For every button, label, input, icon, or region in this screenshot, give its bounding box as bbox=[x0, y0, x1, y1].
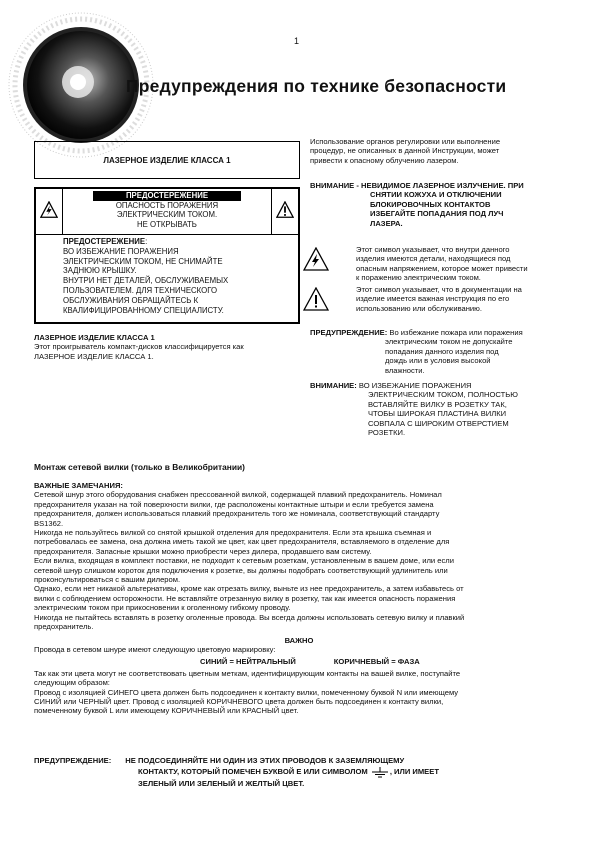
final-line: ЗЕЛЕНЫЙ ИЛИ ЗЕЛЕНЫЙ И ЖЕЛТЫЙ ЦВЕТ. bbox=[138, 778, 305, 788]
intro-line: Использование органов регулировки или выполнение bbox=[310, 137, 501, 146]
page-number: 1 bbox=[294, 36, 300, 46]
symbol2-line: изделие имеется важная инструкция по его bbox=[356, 294, 510, 304]
warning-body-line: ЭЛЕКТРИЧЕСКИМ ТОКОМ, НЕ СНИМАЙТЕ bbox=[63, 256, 223, 266]
uk-line: электрическим током при прикосновении к оголенному гибкому проводу. bbox=[34, 603, 291, 613]
caution-line: дождь или в условия высокой bbox=[385, 356, 491, 366]
after-line: Так как эти цвета могут не соответствовать цветным меткам, идентифицирующим контакты на вашей вилке, поступайте bbox=[34, 668, 461, 678]
attention-plug-paragraph bbox=[310, 381, 572, 437]
attention-line: БЛОКИРОВОЧНЫХ КОНТАКТОВ bbox=[370, 199, 491, 209]
final-warning bbox=[34, 755, 564, 789]
attention-laser bbox=[310, 181, 570, 228]
ground-symbol-icon bbox=[370, 767, 390, 778]
uk-line: предохранитель. bbox=[34, 622, 94, 632]
uk-line: предохранителя. Запасные крышки можно приобрести через дилера, продавшего вам систему. bbox=[34, 546, 372, 556]
warning-body-line: ВНУТРИ НЕТ ДЕТАЛЕЙ, ОБСЛУЖИВАЕМЫХ bbox=[63, 276, 229, 286]
warning-left-cell bbox=[36, 189, 63, 235]
uk-line: Сетевой шнур этого оборудования снабжен прессованной вилкой, содержащей плавкий предохранитель. Номинал bbox=[34, 490, 442, 500]
warning-body-heading: ПРЕДОСТЕРЕЖЕНИЕ bbox=[63, 237, 146, 246]
laser-class-heading: ЛАЗЕРНОЕ ИЗДЕЛИЕ КЛАССА 1 bbox=[34, 333, 155, 342]
attention-line: СНЯТИИ КОЖУХА И ОТКЛЮЧЕНИИ bbox=[370, 190, 502, 200]
color-coding bbox=[34, 657, 564, 666]
after-line: Провод с изоляцией СИНЕГО цвета должен быть подсоединен к контакту вилки, помеченному буквой N или имеющему bbox=[34, 687, 459, 697]
uk-line: Однако, если нет никакой альтернативы, кроме как отрезать вилку, выньте из нее предохранитель, а затем избавьтесь от bbox=[34, 584, 464, 594]
attention-line: ИЗБЕГАЙТЕ ПОПАДАНИЯ ПОД ЛУЧ bbox=[370, 209, 504, 219]
warning-line: ОПАСНОСТЬ ПОРАЖЕНИЯ bbox=[115, 200, 219, 210]
caution-line: попадания данного изделия под bbox=[385, 346, 499, 356]
attention-line: ЛАЗЕРА. bbox=[370, 218, 403, 228]
uk-line: BS1362. bbox=[34, 518, 64, 528]
laser-class-line: ЛАЗЕРНОЕ ИЗДЕЛИЕ КЛАССА 1. bbox=[34, 351, 154, 361]
caution-paragraph bbox=[310, 328, 572, 375]
lightning-warning-icon bbox=[40, 201, 58, 219]
attention2-line: РОЗЕТКИ. bbox=[368, 428, 406, 438]
attention-label: ВНИМАНИЕ - bbox=[310, 181, 359, 190]
warning-body-colon: : bbox=[145, 237, 148, 246]
warning-body-line: ОБСЛУЖИВАНИЯ ОБРАЩАЙТЕСЬ К bbox=[63, 295, 199, 305]
intro-paragraph bbox=[310, 137, 500, 165]
warning-body-line: ПОЛЬЗОВАТЕЛЕМ. ДЛЯ ТЕХНИЧЕСКОГО bbox=[63, 285, 218, 295]
laser-class-section bbox=[34, 333, 244, 361]
brown-live: КОРИЧНЕВЫЙ = ФАЗА bbox=[333, 657, 420, 667]
warning-body-line: ВО ИЗБЕЖАНИЕ ПОРАЖЕНИЯ bbox=[63, 246, 179, 256]
attention2-line: ЧТОБЫ ШИРОКАЯ ПЛАСТИНА ВИЛКИ bbox=[368, 409, 507, 419]
exclamation-symbol-icon bbox=[303, 287, 329, 311]
attention2-first: ВО ИЗБЕЖАНИЕ ПОРАЖЕНИЯ bbox=[358, 381, 472, 390]
after-line: помеченному буквой L или имеющему КОРИЧНЕВЫЙ или КРАСНЫЙ цвет. bbox=[34, 706, 299, 716]
symbol1-line: к поражению электрическим током. bbox=[356, 273, 481, 283]
uk-line: Если вилка, входящая в комплект поставки, не подходит к сетевым розеткам, установленным в вашем доме, или если bbox=[34, 556, 454, 566]
attention2-line: ВСТАВЛЯЙТЕ ВИЛКУ В РОЗЕТКУ ТАК, bbox=[368, 399, 507, 409]
uk-line: Никогда не пользуйтесь вилкой со снятой крышкой отделения для предохранителя. Если эта крышка съемная и bbox=[34, 528, 432, 538]
final-warning-label: ПРЕДУПРЕЖДЕНИЕ: bbox=[34, 756, 112, 765]
intro-line: процедур, не описанных в данной Инструкции, может bbox=[310, 146, 500, 156]
warning-body bbox=[63, 237, 294, 315]
warning-body-line: ЗАДНЮЮ КРЫШКУ. bbox=[63, 266, 137, 276]
uk-line: сетевой шнур слишком короток для подключения к розетке, вы должны подобрать соответствующий удлинитель или bbox=[34, 565, 448, 575]
uk-line: потребовалась ее замена, она должна иметь такой же цвет, как цвет предохранителя, вставляемого в отделение для bbox=[34, 537, 450, 547]
uk-line: предохранителя, должен использоваться плавкий предохранитель того же номинала, соответствующий стандарту bbox=[34, 509, 440, 519]
lightning-symbol-icon bbox=[303, 247, 329, 271]
warning-body-line: КВАЛИФИЦИРОВАННОМУ СПЕЦИАЛИСТУ. bbox=[63, 305, 224, 315]
laser-class-box: ЛАЗЕРНОЕ ИЗДЕЛИЕ КЛАССА 1 bbox=[34, 141, 300, 179]
uk-line: Никогда не пытайтесь вставлять в розетку оголенные провода. Вы всегда должны использовать сетевую вилку и плавкий bbox=[34, 612, 465, 622]
blue-neutral: СИНИЙ = НЕЙТРАЛЬНЫЙ bbox=[200, 657, 296, 667]
attention-first: НЕВИДИМОЕ ЛАЗЕРНОЕ ИЗЛУЧЕНИЕ. ПРИ bbox=[361, 181, 524, 190]
warning-line: ЭЛЕКТРИЧЕСКИМ ТОКОМ. bbox=[116, 210, 218, 220]
symbol1-paragraph bbox=[356, 245, 528, 283]
important-heading: ВАЖНО bbox=[284, 635, 314, 645]
final-line: КОНТАКТУ, КОТОРЫЙ ПОМЕЧЕН БУКВОЙ Е ИЛИ СИМВОЛОМ bbox=[138, 767, 368, 776]
symbol1-line: изделия имеются детали, находящиеся под bbox=[356, 254, 511, 264]
uk-plug-title: Монтаж сетевой вилки (только в Великобритании) bbox=[34, 462, 245, 472]
warning-heading: ПРЕДОСТЕРЕЖЕНИЕ bbox=[93, 191, 241, 201]
symbol2-line: Этот символ указывает, что в документации на bbox=[356, 285, 522, 294]
warning-heading-cell bbox=[63, 189, 271, 235]
uk-line: проконсультироваться с вашим дилером. bbox=[34, 575, 181, 585]
uk-line: предохранителя указан на той поверхности вилки, где расположены контактные штыри и если требуется замена bbox=[34, 499, 434, 509]
color-intro: Провода в сетевом шнуре имеют следующую цветовую маркировку: bbox=[34, 644, 276, 654]
attention2-line: ЭЛЕКТРИЧЕСКИМ ТОКОМ, ПОЛНОСТЬЮ bbox=[368, 390, 518, 400]
page-title: Предупреждения по технике безопасности bbox=[126, 76, 507, 96]
warning-box bbox=[34, 187, 300, 324]
intro-line: привести к опасному облучению лазером. bbox=[310, 155, 459, 165]
after-line: следующим образом: bbox=[34, 678, 110, 688]
symbol1-line: опасным напряжением, которое может привести bbox=[356, 263, 528, 273]
after-line: СИНИЙ или ЧЕРНЫЙ цвет. Провод с изоляцией КОРИЧНЕВОГО цвета должен быть подсоединен к контакту вилки, bbox=[34, 696, 444, 706]
warning-line: НЕ ОТКРЫВАТЬ bbox=[137, 219, 197, 229]
final-line: НЕ ПОДСОЕДИНЯЙТЕ НИ ОДИН ИЗ ЭТИХ ПРОВОДОВ К ЗАЗЕМЛЯЮЩЕМУ bbox=[125, 756, 405, 765]
caution-line: электрическим током не допускайте bbox=[385, 337, 513, 347]
uk-plug-body bbox=[34, 481, 564, 716]
final-line: , ИЛИ ИМЕЕТ bbox=[389, 767, 439, 776]
symbol2-line: использованию или обслуживанию. bbox=[356, 303, 482, 313]
symbol1-line: Этот символ указывает, что внутри данного bbox=[356, 245, 510, 254]
symbol2-paragraph bbox=[356, 285, 522, 313]
warning-right-cell bbox=[271, 189, 298, 235]
uk-line: вилки с соблюдением осторожности. Не вставляйте отрезанную вилку в розетку, так как имеется опасность поражения bbox=[34, 593, 456, 603]
caution-first: Во избежание пожара или поражения bbox=[389, 328, 523, 337]
important-notes-heading: ВАЖНЫЕ ЗАМЕЧАНИЯ: bbox=[34, 481, 123, 490]
attention2-label: ВНИМАНИЕ: bbox=[310, 381, 357, 390]
caution-line: влажности. bbox=[385, 365, 425, 375]
exclamation-warning-icon bbox=[276, 201, 294, 219]
laser-class-line: Этот проигрыватель компакт-дисков классифицируется как bbox=[34, 342, 244, 352]
attention2-line: СОВПАЛА С ШИРОКИМ ОТВЕРСТИЕМ bbox=[368, 418, 509, 428]
caution-label: ПРЕДУПРЕЖДЕНИЕ: bbox=[310, 328, 388, 337]
